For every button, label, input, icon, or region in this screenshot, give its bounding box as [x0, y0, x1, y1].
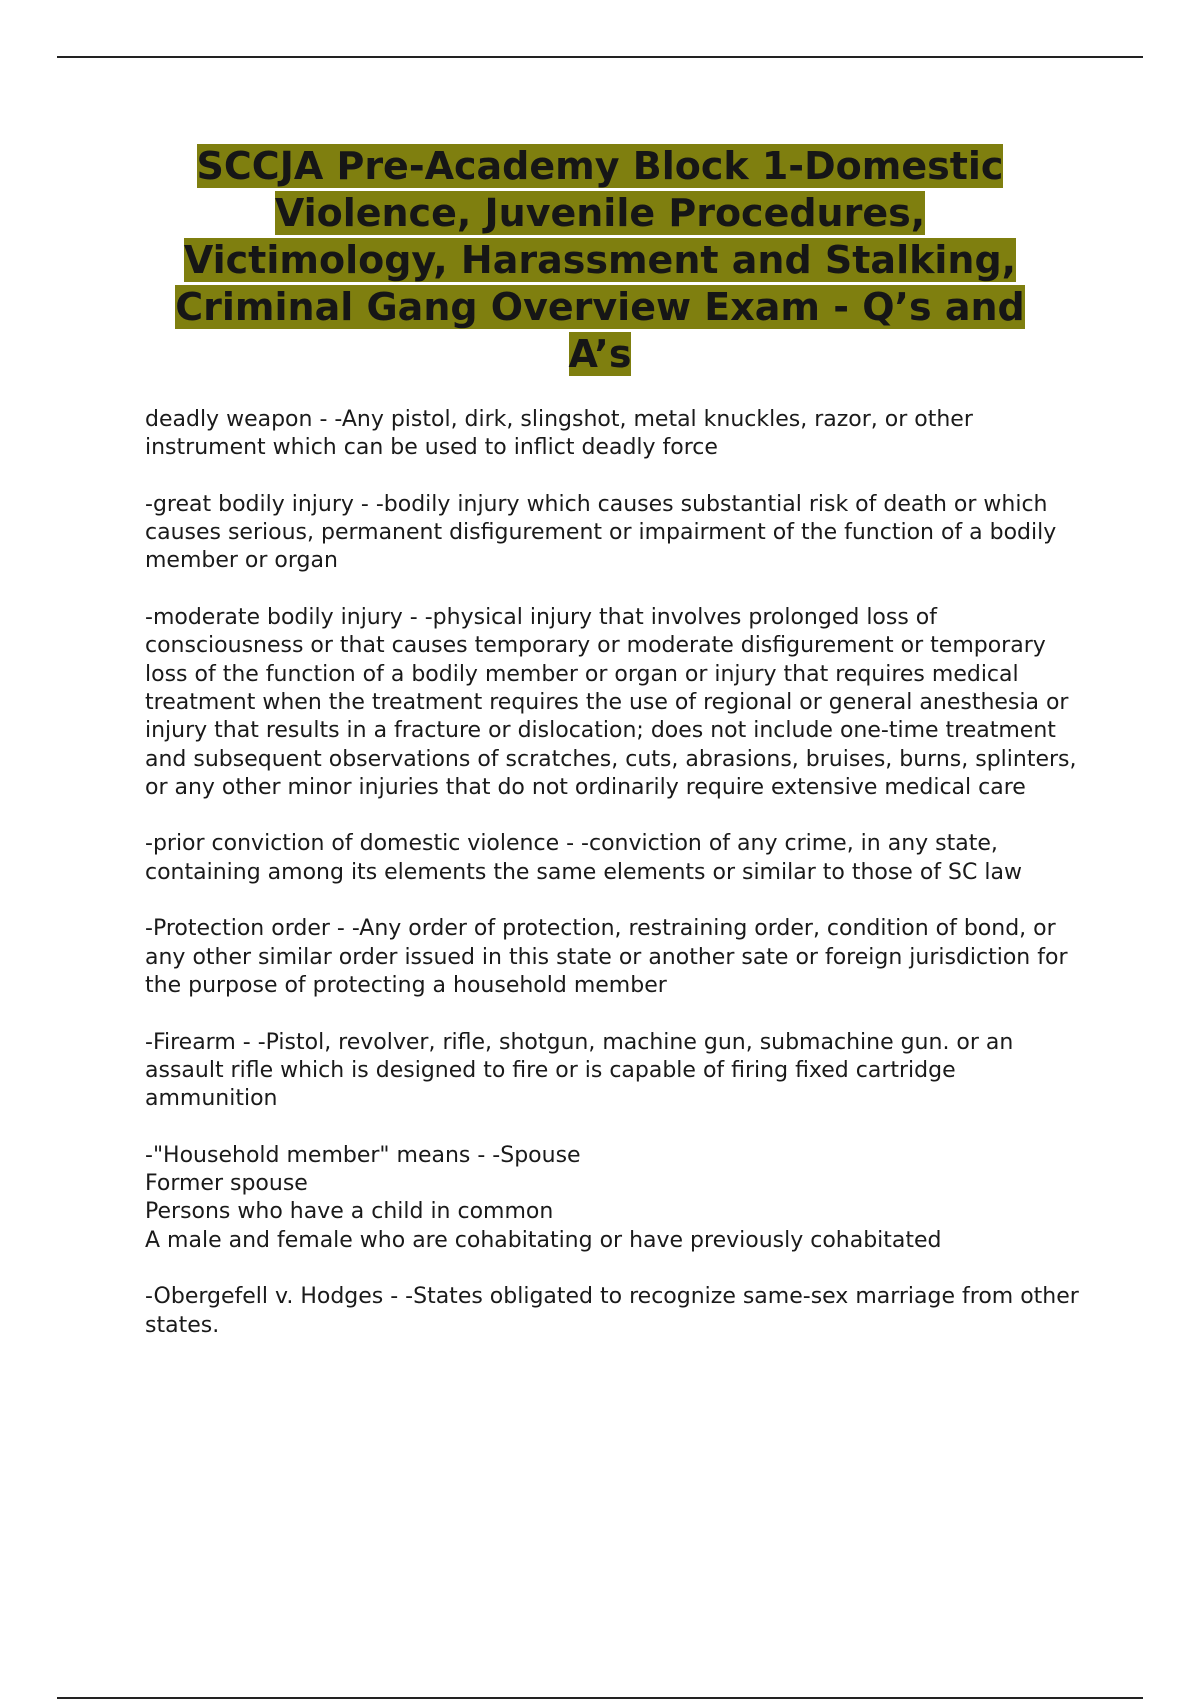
page-title [140, 143, 1060, 378]
qa-entry: -Protection order - -Any order of protection, restraining order, condition of bond, or any other similar order issued in this state or another sate or foreign jurisdiction for the purpose of protecting a household member [145, 916, 1068, 998]
bottom-rule [57, 1697, 1143, 1699]
qa-entry: -great bodily injury - -bodily injury which causes substantial risk of death or which causes serious, permanent disfigurement or impairment of the function of a bodily member or organ [145, 491, 1057, 574]
qa-entry: -moderate bodily injury - -physical injury that involves prolonged loss of consciousness or that causes temporary or moderate disfigurement or temporary loss of the function of a bodily member or organ or injury that requires medical treatment when the treatment requires the use of regional or general anesthesia or injury that results in a fracture or dislocation; does not include one-time treatment and subsequent observations of scratches, cuts, abrasions, bruises, burns, splinters, or any other minor injuries that do not ordinarily require extensive medical care [145, 605, 1077, 800]
title-highlight: SCCJA Pre-Academy Block 1-Domestic Violence, Juvenile Procedures, Victimology, Harassment and Stalking, Criminal Gang Overview Exam - Q’s and A’s [175, 144, 1025, 376]
qa-list [145, 406, 1095, 1368]
top-rule [57, 56, 1143, 58]
qa-entry: -prior conviction of domestic violence - -conviction of any crime, in any state, containing among its elements the same elements or similar to those of SC law [145, 831, 1022, 885]
qa-entry: deadly weapon - -Any pistol, dirk, slingshot, metal knuckles, razor, or other instrument which can be used to inflict deadly force [145, 407, 973, 461]
qa-entry: -Obergefell v. Hodges - -States obligated to recognize same-sex marriage from other states. [145, 1284, 1079, 1338]
qa-entry: -Firearm - -Pistol, revolver, rifle, shotgun, machine gun, submachine gun. or an assault rifle which is designed to fire or is capable of firing fixed cartridge ammunition [145, 1029, 1014, 1112]
title-block [140, 143, 1060, 378]
qa-entry: -"Household member" means - -Spouse Former spouse Persons who have a child in common A male and female who are cohabitating or have previously cohabitated [145, 1142, 942, 1253]
